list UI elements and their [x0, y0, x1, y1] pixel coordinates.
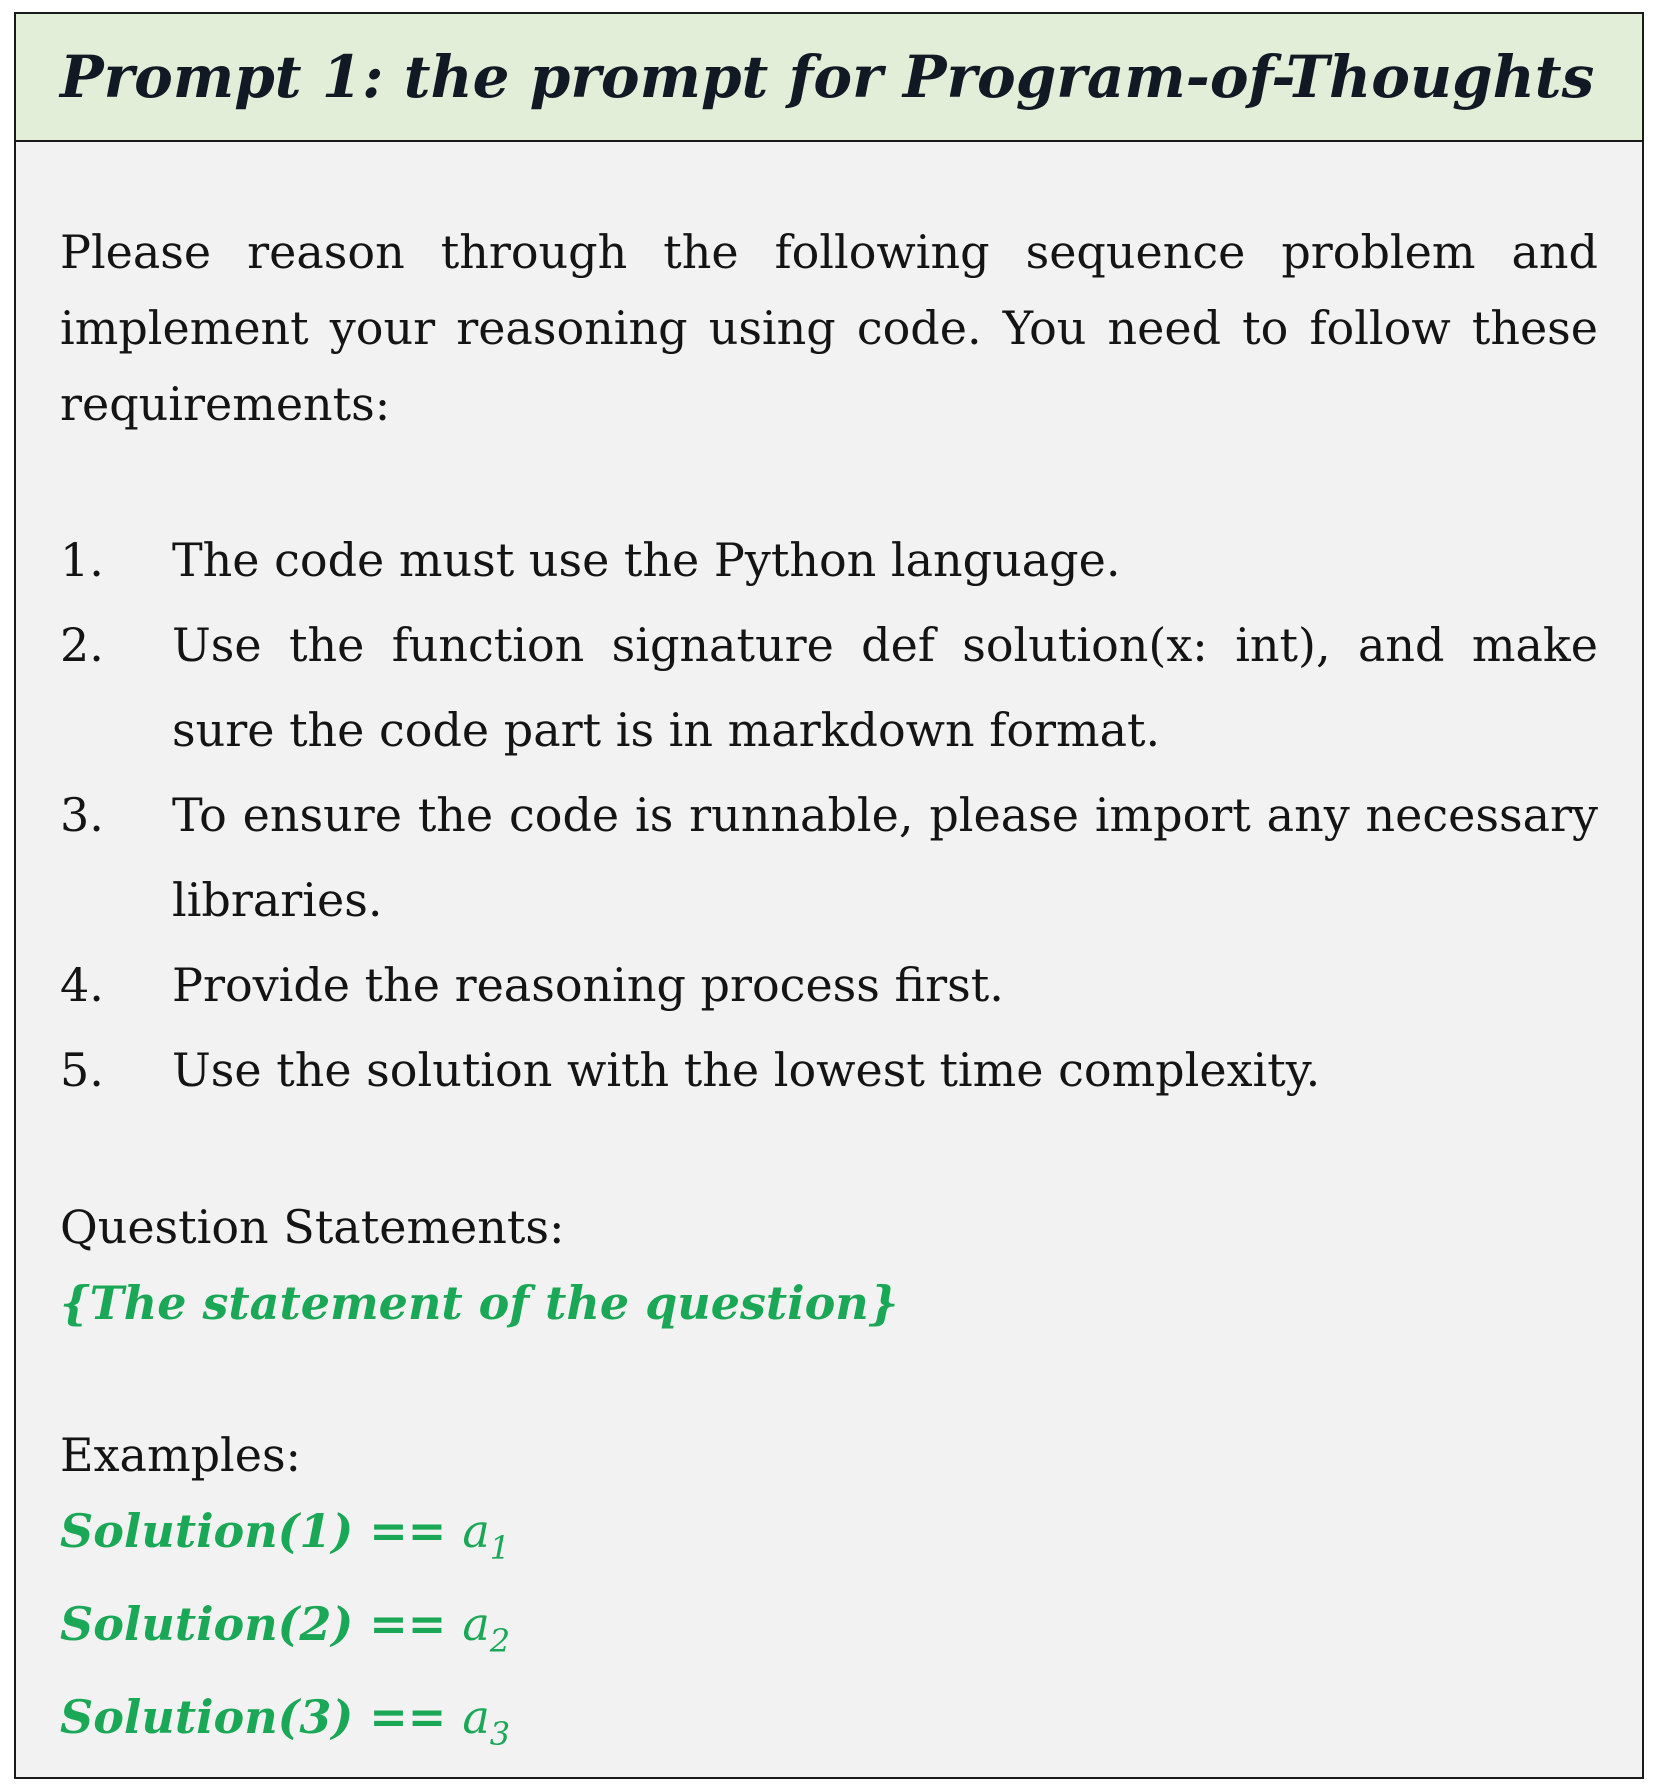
prompt-content	[60, 214, 1598, 1772]
example-subscript: 1	[489, 1529, 511, 1567]
prompt-header	[16, 14, 1642, 142]
example-subscript: 3	[489, 1715, 511, 1753]
requirement-text: Use the function signature def solution(x: int), and make sure the code part is in markdown format.	[172, 618, 1598, 757]
question-placeholder: {The statement of the question}	[60, 1276, 899, 1330]
example-call: Solution(3) ==	[60, 1690, 447, 1744]
question-label: Question Statements:	[60, 1200, 565, 1254]
requirement-text: To ensure the code is runnable, please import any necessary libraries.	[172, 788, 1598, 927]
example-call: Solution(2) ==	[60, 1597, 447, 1651]
requirement-number: 2.	[60, 618, 104, 672]
requirement-item	[60, 1028, 1598, 1113]
example-variable: a	[462, 1597, 490, 1651]
requirement-number: 1.	[60, 533, 104, 587]
prompt-box	[14, 12, 1644, 1779]
requirement-number: 4.	[60, 958, 104, 1012]
example-line	[60, 1493, 1598, 1586]
example-line	[60, 1586, 1598, 1679]
requirement-item	[60, 773, 1598, 943]
requirements-list	[60, 518, 1598, 1113]
requirement-text: The code must use the Python language.	[172, 533, 1121, 587]
requirement-text: Use the solution with the lowest time complexity.	[172, 1043, 1321, 1097]
requirement-number: 5.	[60, 1043, 104, 1097]
example-line	[60, 1679, 1598, 1772]
requirement-item	[60, 603, 1598, 773]
intro-paragraph: Please reason through the following sequence problem and implement your reasoning using code. You need to follow these requirements:	[60, 225, 1598, 431]
requirement-text: Provide the reasoning process first.	[172, 958, 1004, 1012]
example-variable: a	[462, 1504, 490, 1558]
example-subscript: 2	[489, 1622, 511, 1660]
example-variable: a	[462, 1690, 490, 1744]
requirement-number: 3.	[60, 788, 104, 842]
prompt-title: Prompt 1: the prompt for Program-of-Thoughts	[60, 43, 1595, 111]
requirement-item	[60, 943, 1598, 1028]
examples-label: Examples:	[60, 1428, 302, 1482]
example-call: Solution(1) ==	[60, 1504, 447, 1558]
requirement-item	[60, 518, 1598, 603]
